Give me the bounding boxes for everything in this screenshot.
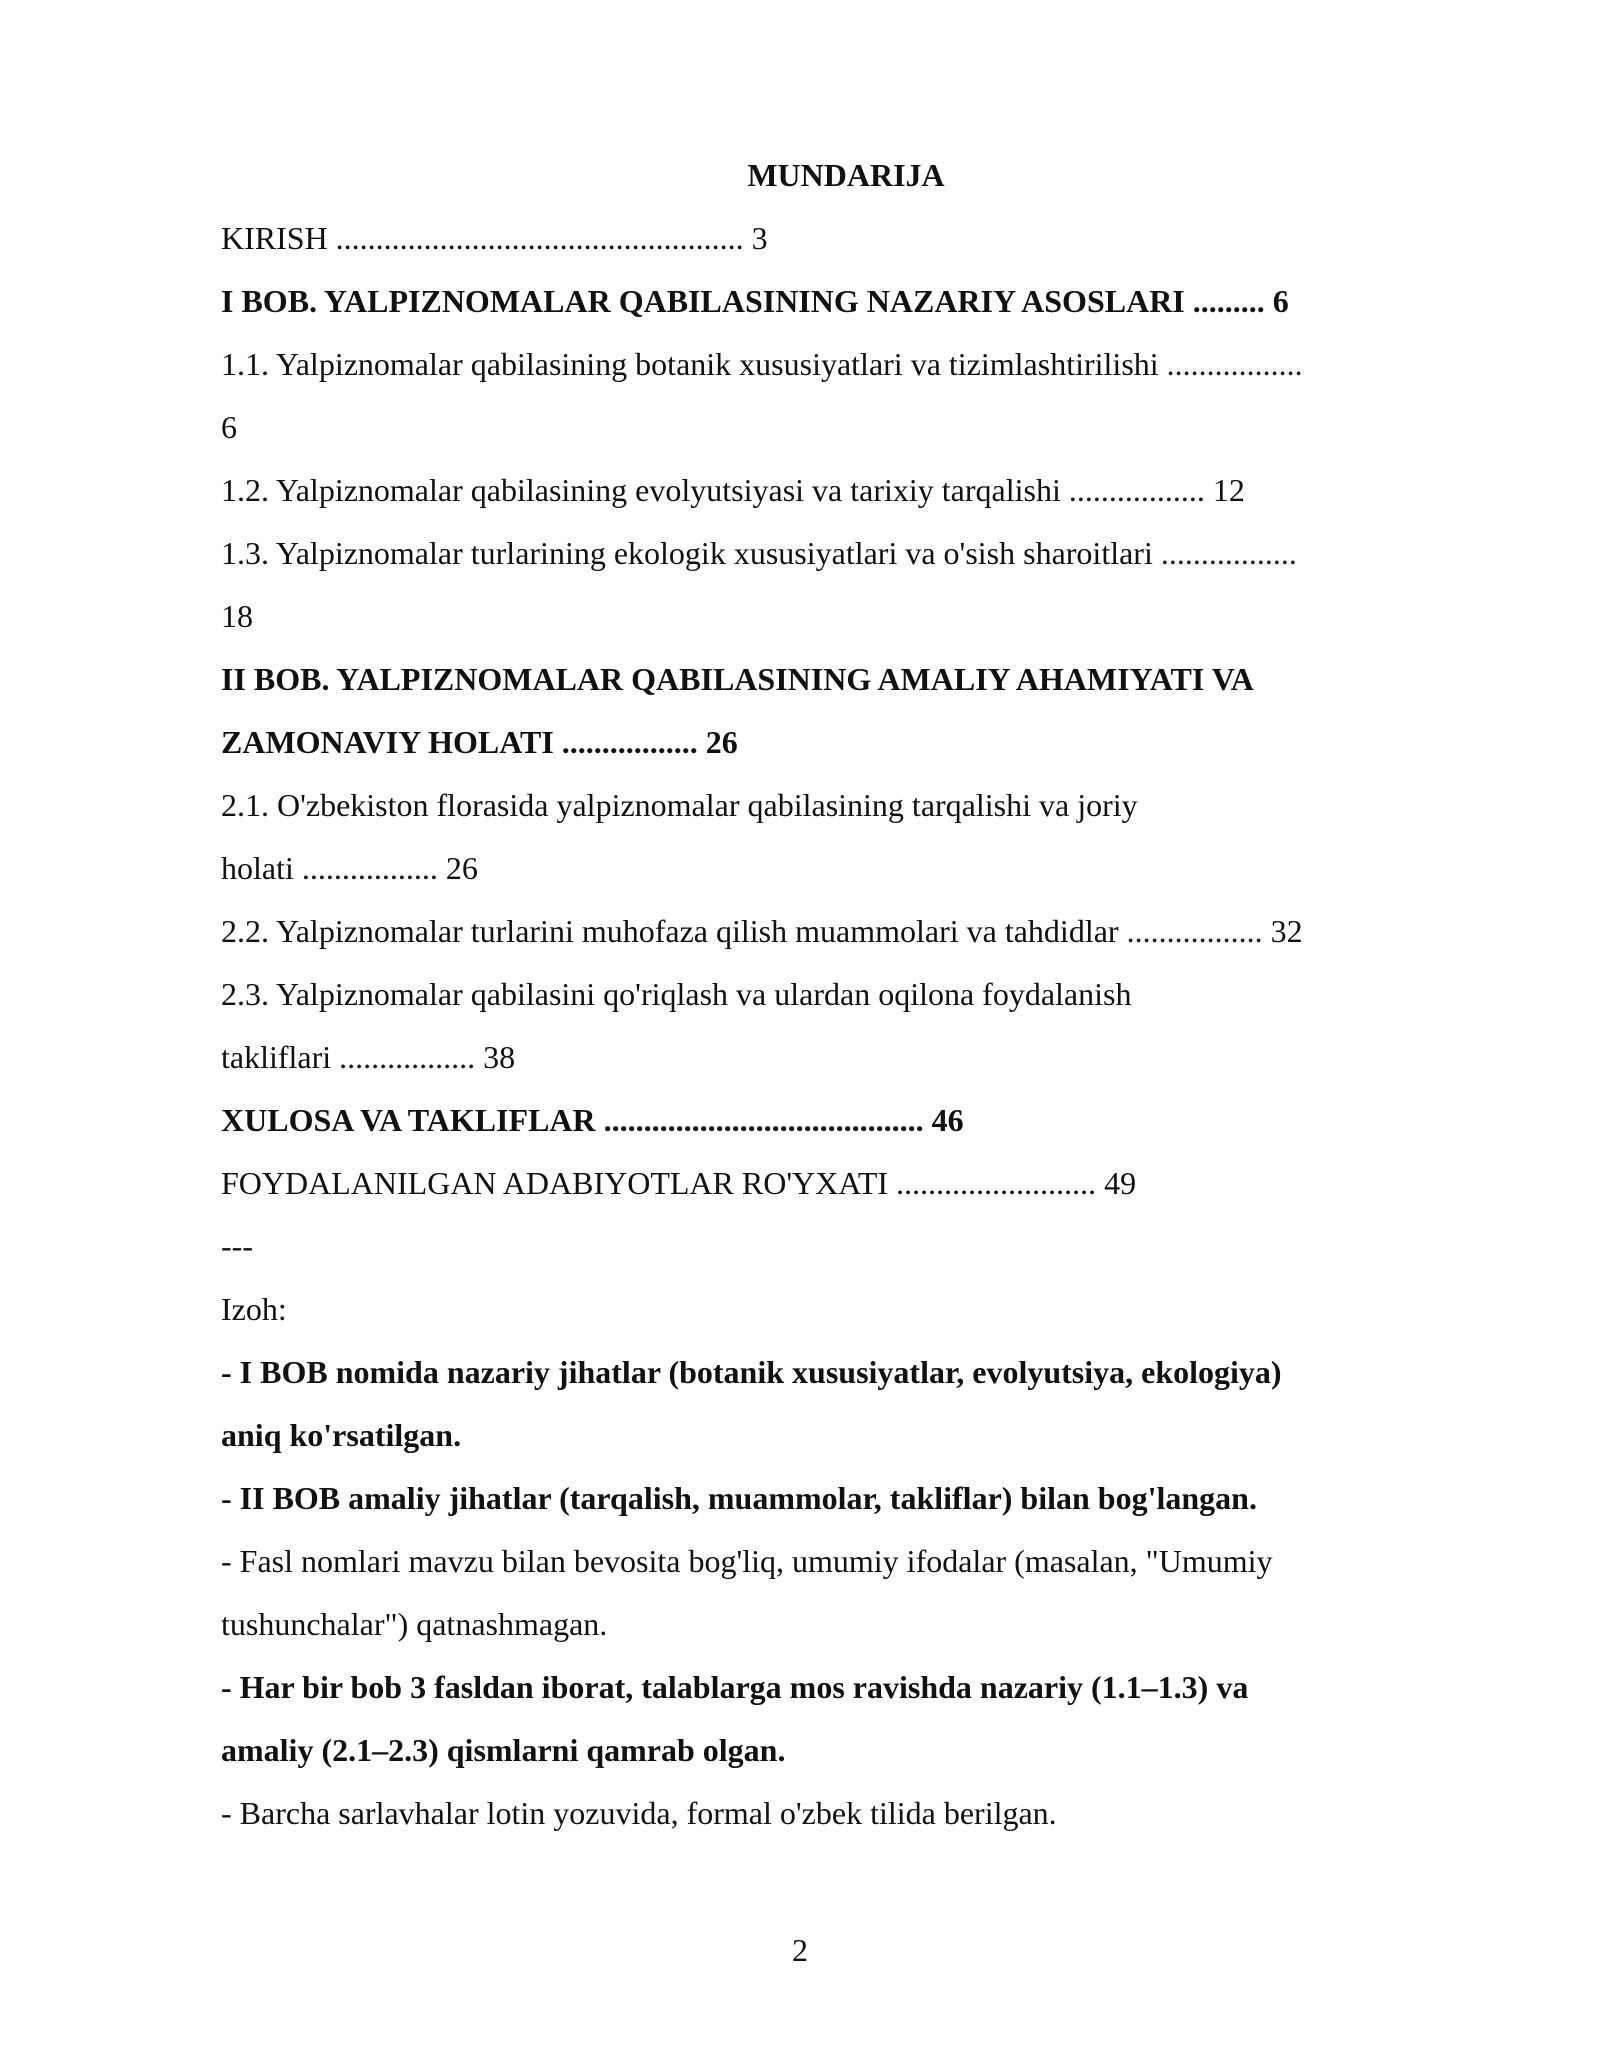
separator: ---: [221, 1228, 253, 1264]
toc-entry-section-2-2: 2.2. Yalpiznomalar turlarini muhofaza qilish muammolari va tahdidlar ................. 32: [221, 913, 1303, 949]
toc-entry-references: FOYDALANILGAN ADABIYOTLAR RO'YXATI ......................... 49: [221, 1165, 1137, 1201]
note-item-4: - Har bir bob 3 fasldan iborat, talablarga mos ravishda nazariy (1.1–1.3) va: [221, 1669, 1249, 1705]
toc-entry-section-1-2: 1.2. Yalpiznomalar qabilasining evolyutsiyasi va tarixiy tarqalishi ................. 12: [221, 472, 1245, 508]
note-label: Izoh:: [221, 1291, 287, 1327]
toc-entry-chapter-1: I BOB. YALPIZNOMALAR QABILASINING NAZARIY ASOSLARI ......... 6: [221, 283, 1289, 319]
toc-entry-section-1-3-page: 18: [221, 598, 253, 634]
toc-title: MUNDARIJA: [747, 157, 945, 193]
toc-entry-section-2-3-cont: takliflari ................. 38: [221, 1039, 516, 1075]
toc-entry-chapter-2-cont: ZAMONAVIY HOLATI ................. 26: [221, 724, 738, 760]
toc-entry-section-1-3: 1.3. Yalpiznomalar turlarining ekologik xususiyatlari va o'sish sharoitlari .................: [221, 535, 1297, 571]
toc-entry-section-1-1-page: 6: [221, 409, 237, 445]
note-item-1: - I BOB nomida nazariy jihatlar (botanik xususiyatlar, evolyutsiya, ekologiya): [221, 1354, 1282, 1390]
note-item-5: - Barcha sarlavhalar lotin yozuvida, formal o'zbek tilida berilgan.: [221, 1795, 1057, 1831]
toc-entry-section-1-1: 1.1. Yalpiznomalar qabilasining botanik xususiyatlari va tizimlashtirilishi .................: [221, 346, 1303, 382]
toc-entry-section-2-3: 2.3. Yalpiznomalar qabilasini qo'riqlash va ulardan oqilona foydalanish: [221, 976, 1132, 1012]
note-item-1-cont: aniq ko'rsatilgan.: [221, 1417, 462, 1453]
toc-entry-chapter-2: II BOB. YALPIZNOMALAR QABILASINING AMALIY AHAMIYATI VA: [221, 661, 1254, 697]
toc-entry-kirish: KIRISH ................................................... 3: [221, 220, 768, 256]
note-item-3: - Fasl nomlari mavzu bilan bevosita bog'liq, umumiy ifodalar (masalan, "Umumiy: [221, 1543, 1273, 1579]
note-item-3-cont: tushunchalar") qatnashmagan.: [221, 1606, 608, 1642]
toc-entry-section-2-1: 2.1. O'zbekiston florasida yalpiznomalar qabilasining tarqalishi va joriy: [221, 787, 1138, 823]
note-item-2: - II BOB amaliy jihatlar (tarqalish, muammolar, takliflar) bilan bog'langan.: [221, 1480, 1257, 1516]
toc-entry-conclusion: XULOSA VA TAKLIFLAR ........................................ 46: [221, 1102, 964, 1138]
document-content: [221, 144, 1471, 1845]
toc-entry-section-2-1-cont: holati ................. 26: [221, 850, 478, 886]
page-number: 2: [792, 1932, 808, 1968]
note-item-4-cont: amaliy (2.1–2.3) qismlarni qamrab olgan.: [221, 1732, 786, 1768]
